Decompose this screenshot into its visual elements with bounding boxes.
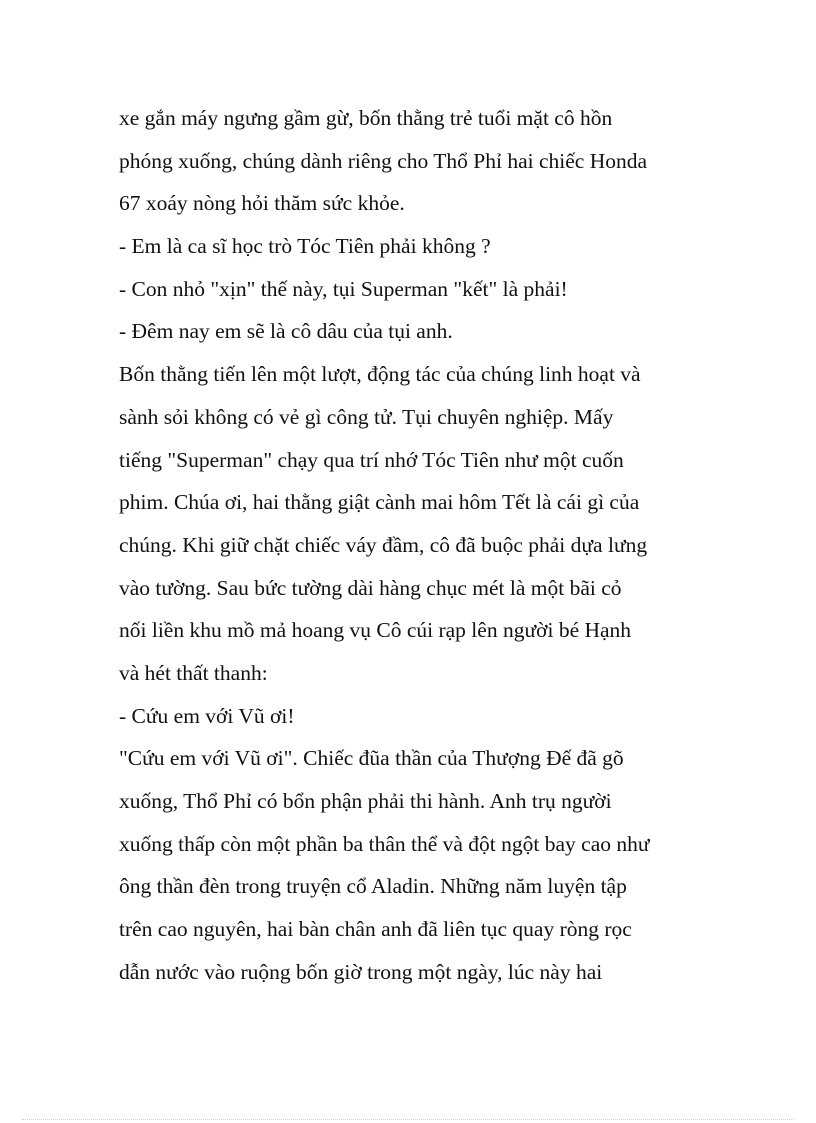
text-line-12: vào tường. Sau bức tường dài hàng chục mét là một bãi cỏ	[119, 575, 622, 600]
text-line-10: phim. Chúa ơi, hai thằng giật cành mai hôm Tết là cái gì của	[119, 490, 640, 515]
text-line-21: dẫn nước vào ruộng bốn giờ trong một ngày, lúc này hai	[119, 959, 603, 984]
dialogue-line-3: - Đêm nay em sẽ là cô dâu của tụi anh.	[119, 319, 453, 344]
text-line-18: xuống thấp còn một phần ba thân thể và đột ngột bay cao như	[119, 831, 650, 856]
text-line-19: ông thần đèn trong truyện cổ Aladin. Những năm luyện tập	[119, 874, 627, 899]
text-line-20: trên cao nguyên, hai bàn chân anh đã liên tục quay ròng rọc	[119, 917, 632, 942]
text-line-13: nối liền khu mồ mả hoang vụ Cô cúi rạp lên người bé Hạnh	[119, 618, 632, 643]
text-line-1: xe gắn máy ngưng gầm gừ, bốn thằng trẻ tuổi mặt cô hồn	[119, 106, 613, 130]
dialogue-line-4: - Cứu em với Vũ ơi!	[119, 703, 295, 728]
text-line-17: xuống, Thổ Phỉ có bổn phận phải thi hành. Anh trụ người	[119, 789, 612, 813]
text-line-8: sành sỏi không có vẻ gì công tử. Tụi chuyên nghiệp. Mấy	[119, 404, 614, 429]
text-line-2: phóng xuống, chúng dành riêng cho Thổ Phỉ hai chiếc Honda	[119, 148, 648, 173]
dialogue-line-2: - Con nhỏ "xịn" thế này, tụi Superman "kết" là phải!	[119, 276, 568, 301]
text-line-9: tiếng "Superman" chạy qua trí nhớ Tóc Tiên như một cuốn	[119, 447, 624, 472]
text-line-3: 67 xoáy nòng hỏi thăm sức khỏe.	[119, 191, 405, 216]
body-text	[119, 97, 719, 993]
dialogue-line-1: - Em là ca sĩ học trò Tóc Tiên phải không ?	[119, 234, 491, 259]
text-line-7: Bốn thằng tiến lên một lượt, động tác của chúng linh hoạt và	[119, 362, 641, 387]
text-line-16: "Cứu em với Vũ ơi". Chiếc đũa thần của Thượng Đế đã gõ	[119, 746, 624, 771]
text-line-14: và hét thất thanh:	[119, 660, 268, 685]
text-line-11: chúng. Khi giữ chặt chiếc váy đầm, cô đã buộc phải dựa lưng	[119, 532, 648, 557]
page-bottom-divider	[22, 1119, 794, 1120]
